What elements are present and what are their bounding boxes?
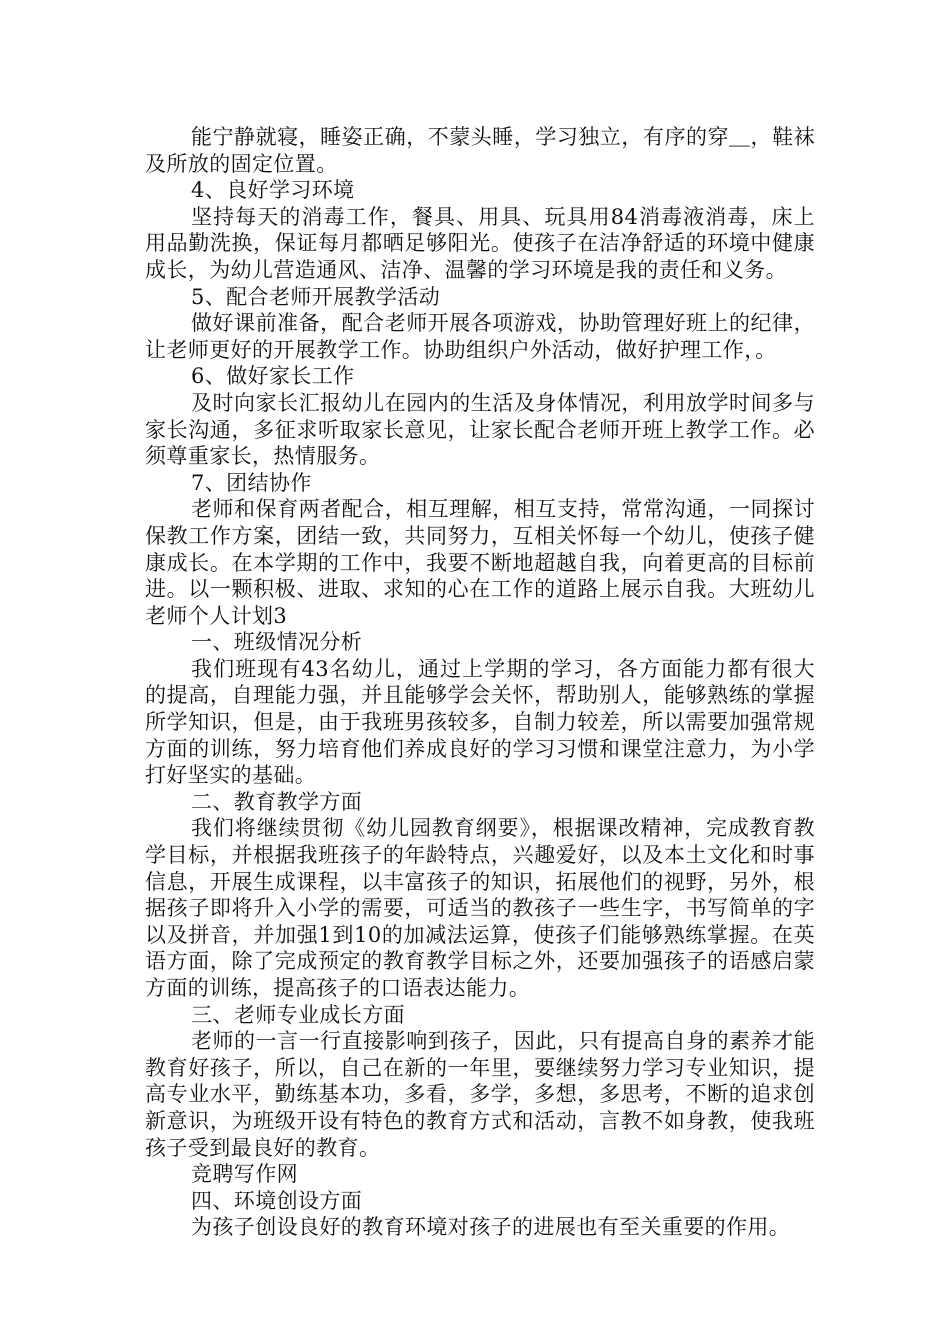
paragraph: 老师的一言一行直接影响到孩子，因此，只有提高自身的素养才能教育好孩子，所以，自己在新的一年里，要继续努力学习专业知识，提高专业水平，勤练基本功，多看，多学，多想，多思考，不断的追求创新意识，为班级开设有特色的教育方式和活动，言教不如身教，使我班孩子受到最良好的教育。 — [145, 1029, 815, 1160]
document-body — [145, 124, 815, 1241]
section-heading: 二、教育教学方面 — [191, 789, 363, 814]
section-heading: 四、环境创设方面 — [191, 1188, 363, 1213]
paragraph: 我们将继续贯彻《幼儿园教育纲要》，根据课改精神，完成教育教学目标，并根据我班孩子的年龄特点，兴趣爱好，以及本土文化和时事信息，开展生成课程，以丰富孩子的知识，拓展他们的视野，另外，根据孩子即将升入小学的需要，可适当的教孩子一些生字，书写简单的字以及拼音，并加强1到10的加减法运算，使孩子们能够熟练掌握。在英语方面，除了完成预定的教育教学目标之外，还要加强孩子的语感启蒙方面的训练，提高孩子的口语表达能力。 — [145, 816, 815, 1000]
paragraph: 做好课前准备，配合老师开展各项游戏，协助管理好班上的纪律，让老师更好的开展教学工作。协助组织户外活动，做好护理工作，。 — [145, 311, 815, 362]
source-note: 竞聘写作网 — [191, 1162, 298, 1187]
paragraph: 及时向家长汇报幼儿在园内的生活及身体情况，利用放学时间多与家长沟通，多征求听取家长意见，让家长配合老师开班上教学工作。必须尊重家长，热情服务。 — [145, 390, 815, 469]
paragraph: 能宁静就寝，睡姿正确，不蒙头睡，学习独立，有序的穿＿，鞋袜及所放的固定位置。 — [145, 125, 815, 176]
section-heading: 4、良好学习环境 — [191, 178, 355, 203]
section-heading: 6、做好家长工作 — [191, 364, 355, 389]
section-heading: 5、配合老师开展教学活动 — [191, 284, 441, 309]
paragraph: 为孩子创设良好的教育环境对孩子的进展也有至关重要的作用。 — [191, 1215, 791, 1240]
paragraph: 我们班现有43名幼儿，通过上学期的学习，各方面能力都有很大的提高，自理能力强，并且能够学会关怀，帮助别人，能够熟练的掌握所学知识，但是，由于我班男孩较多，自制力较差，所以需要加强常规方面的训练，努力培育他们养成良好的学习习惯和课堂注意力，为小学打好坚实的基础。 — [145, 656, 815, 788]
paragraph: 坚持每天的消毒工作，餐具、用具、玩具用84消毒液消毒，床上用品勤洗换，保证每月都晒足够阳光。使孩子在洁净舒适的环境中健康成长，为幼儿营造通风、洁净、温馨的学习环境是我的责任和义务。 — [145, 204, 815, 282]
section-heading: 一、班级情况分析 — [191, 630, 363, 655]
section-heading: 三、老师专业成长方面 — [191, 1002, 405, 1027]
paragraph: 老师和保育两者配合，相互理解，相互支持，常常沟通，一同探讨保教工作方案，团结一致，共同努力，互相关怀每一个幼儿，使孩子健康成长。在本学期的工作中，我要不断地超越自我，向着更高的目标前进。以一颗积极、进取、求知的心在工作的道路上展示自我。大班幼儿老师个人计划3 — [145, 497, 815, 628]
section-heading: 7、团结协作 — [191, 470, 312, 495]
